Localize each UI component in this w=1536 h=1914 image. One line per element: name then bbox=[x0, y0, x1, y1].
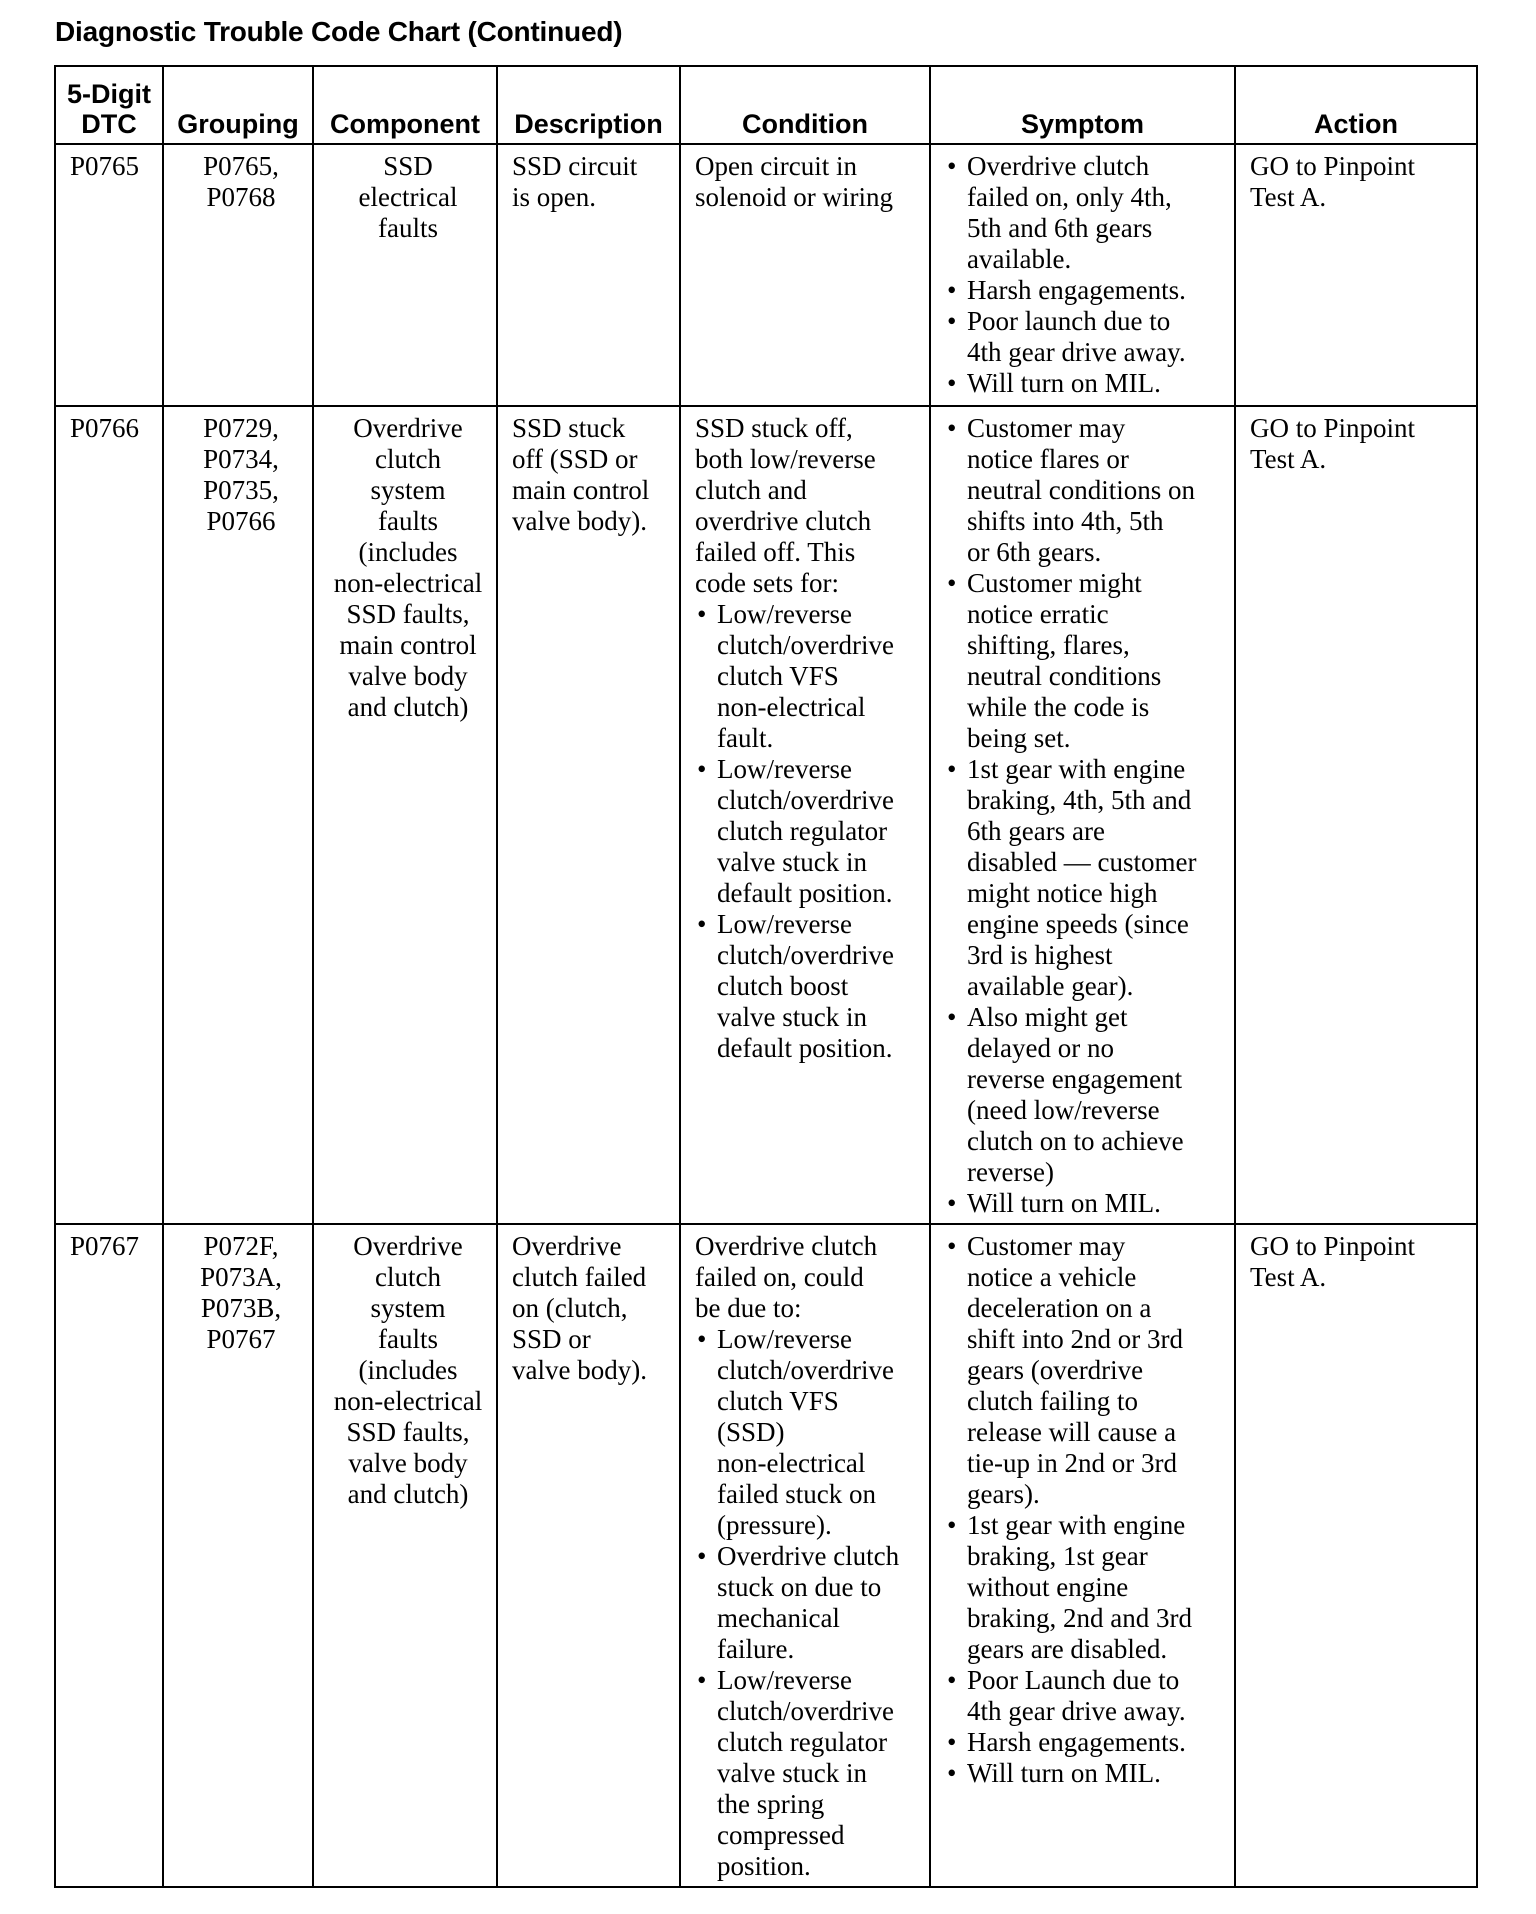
symptom-bullet-line: available gear). bbox=[967, 971, 1134, 1001]
condition-bullet-item bbox=[695, 599, 921, 754]
symptom-bullet-item bbox=[945, 306, 1226, 368]
symptom-bullet-line: • Harsh engagements. bbox=[967, 275, 1186, 305]
component-line: Overdrive bbox=[353, 413, 463, 443]
grouping-line: P0735, bbox=[203, 475, 279, 505]
condition-bullet-item bbox=[695, 1324, 921, 1541]
symptom-bullet-line: shift into 2nd or 3rd bbox=[967, 1324, 1183, 1354]
component-line: and clutch) bbox=[347, 692, 469, 722]
symptom-bullet-line: gears). bbox=[967, 1479, 1040, 1509]
symptom-bullet-line: • Will turn on MIL. bbox=[967, 368, 1161, 398]
symptom-bullet-item bbox=[945, 1758, 1226, 1789]
symptom-bullet-line: notice erratic bbox=[967, 599, 1109, 629]
component-line: valve body bbox=[348, 1448, 468, 1478]
cell-symptom bbox=[930, 1224, 1235, 1887]
component-line: valve body bbox=[348, 661, 468, 691]
header-row bbox=[55, 66, 1477, 144]
header-dtc-line2: DTC bbox=[81, 109, 137, 139]
symptom-bullet-line: notice a vehicle bbox=[967, 1262, 1137, 1292]
condition-bullet-line: clutch/overdrive bbox=[717, 940, 894, 970]
cell-symptom bbox=[930, 144, 1235, 406]
condition-intro-line: code sets for: bbox=[695, 568, 839, 598]
symptom-bullet-item bbox=[945, 368, 1226, 399]
description-line: is open. bbox=[512, 182, 596, 212]
description-line: clutch failed bbox=[512, 1262, 647, 1292]
cell-condition bbox=[680, 1224, 930, 1887]
description-line: SSD stuck bbox=[512, 413, 626, 443]
component-line: Overdrive bbox=[353, 1231, 463, 1261]
symptom-bullet-line: • Also might get bbox=[967, 1002, 1128, 1032]
condition-bullet-line: valve stuck in bbox=[717, 1758, 867, 1788]
condition-bullet-line: position. bbox=[717, 1851, 811, 1881]
symptom-bullet-line: while the code is bbox=[967, 692, 1150, 722]
cell-action bbox=[1235, 1224, 1477, 1887]
component-line: system bbox=[370, 1293, 446, 1323]
action-line: Test A. bbox=[1250, 444, 1327, 474]
condition-intro bbox=[695, 413, 921, 599]
condition-bullet-line: stuck on due to bbox=[717, 1572, 882, 1602]
component-line: SSD faults, bbox=[346, 1417, 470, 1447]
symptom-bullet-line: disabled — customer bbox=[967, 847, 1197, 877]
condition-intro-line: both low/reverse bbox=[695, 444, 876, 474]
symptom-bullet-line: reverse engagement bbox=[967, 1064, 1183, 1094]
cell-action bbox=[1235, 144, 1477, 406]
table-row bbox=[55, 144, 1477, 406]
condition-bullet-line: clutch/overdrive bbox=[717, 1355, 894, 1385]
grouping-line: P0768 bbox=[206, 182, 276, 212]
cell-description bbox=[497, 144, 680, 406]
condition-bullet-line: clutch VFS bbox=[717, 1386, 839, 1416]
header-symptom: Symptom bbox=[930, 66, 1235, 144]
description-line: valve body). bbox=[512, 506, 647, 536]
symptom-bullet-item bbox=[945, 1002, 1226, 1188]
symptom-bullet-line: gears are disabled. bbox=[967, 1634, 1168, 1664]
symptom-bullet-line: braking, 2nd and 3rd bbox=[967, 1603, 1192, 1633]
component-line: clutch bbox=[375, 444, 441, 474]
condition-bullet-line: clutch/overdrive bbox=[717, 630, 894, 660]
symptom-bullet-line: clutch on to achieve bbox=[967, 1126, 1184, 1156]
symptom-bullet-item bbox=[945, 1665, 1226, 1727]
condition-bullet-line: failure. bbox=[717, 1634, 795, 1664]
condition-intro-line: failed off. This bbox=[695, 537, 856, 567]
action-line: Test A. bbox=[1250, 182, 1327, 212]
action-line: GO to Pinpoint bbox=[1250, 1231, 1416, 1261]
symptom-bullet-line: • Harsh engagements. bbox=[967, 1727, 1186, 1757]
component-line: non-electrical bbox=[333, 1386, 483, 1416]
table-row bbox=[55, 1224, 1477, 1887]
condition-intro-line: overdrive clutch bbox=[695, 506, 872, 536]
grouping-line: P0766 bbox=[206, 506, 276, 536]
symptom-bullet-line: 6th gears are bbox=[967, 816, 1105, 846]
symptom-bullet-line: or 6th gears. bbox=[967, 537, 1102, 567]
description-line: main control bbox=[512, 475, 650, 505]
symptom-bullet-item bbox=[945, 1231, 1226, 1510]
symptom-bullet-line: available. bbox=[967, 244, 1072, 274]
component-line: non-electrical bbox=[333, 568, 483, 598]
symptom-bullet-line: shifts into 4th, 5th bbox=[967, 506, 1164, 536]
condition-intro-line: solenoid or wiring bbox=[695, 182, 893, 212]
header-grouping: Grouping bbox=[163, 66, 313, 144]
condition-bullet-line: compressed bbox=[717, 1820, 845, 1850]
symptom-bullet-item bbox=[945, 275, 1226, 306]
grouping-line: P073A, bbox=[200, 1262, 282, 1292]
condition-bullet-line: • Low/reverse bbox=[717, 1665, 852, 1695]
symptom-bullet-line: neutral conditions bbox=[967, 661, 1162, 691]
header-dtc-line1: 5-Digit bbox=[67, 79, 151, 109]
symptom-bullet-line: tie-up in 2nd or 3rd bbox=[967, 1448, 1177, 1478]
symptom-bullet-list bbox=[945, 151, 1226, 399]
symptom-bullet-line: gears (overdrive bbox=[967, 1355, 1144, 1385]
cell-condition bbox=[680, 144, 930, 406]
table-body bbox=[55, 144, 1477, 1887]
header-dtc bbox=[55, 66, 163, 144]
symptom-bullet-line: deceleration on a bbox=[967, 1293, 1152, 1323]
condition-bullet-line: non-electrical bbox=[717, 1448, 866, 1478]
cell-dtc: P0765 bbox=[55, 144, 163, 406]
symptom-bullet-line: • Customer might bbox=[967, 568, 1142, 598]
condition-bullet-line: non-electrical bbox=[717, 692, 866, 722]
condition-bullet-line: fault. bbox=[717, 723, 774, 753]
symptom-bullet-line: release will cause a bbox=[967, 1417, 1177, 1447]
component-line: clutch bbox=[375, 1262, 441, 1292]
condition-bullet-line: mechanical bbox=[717, 1603, 840, 1633]
cell-dtc: P0766 bbox=[55, 406, 163, 1224]
condition-intro bbox=[695, 1231, 921, 1324]
symptom-bullet-line: being set. bbox=[967, 723, 1071, 753]
symptom-bullet-item bbox=[945, 1510, 1226, 1665]
symptom-bullet-line: • Poor launch due to bbox=[967, 306, 1171, 336]
cell-grouping bbox=[163, 1224, 313, 1887]
symptom-bullet-line: braking, 4th, 5th and bbox=[967, 785, 1192, 815]
dtc-table bbox=[54, 65, 1478, 1888]
condition-bullet-line: • Low/reverse bbox=[717, 754, 852, 784]
symptom-bullet-line: 4th gear drive away. bbox=[967, 1696, 1186, 1726]
symptom-bullet-item bbox=[945, 568, 1226, 754]
table-row bbox=[55, 406, 1477, 1224]
symptom-bullet-list bbox=[945, 1231, 1226, 1789]
symptom-bullet-line: • Poor Launch due to bbox=[967, 1665, 1180, 1695]
symptom-bullet-line: 5th and 6th gears bbox=[967, 213, 1153, 243]
condition-bullet-line: valve stuck in bbox=[717, 847, 867, 877]
condition-bullet-line: clutch/overdrive bbox=[717, 1696, 894, 1726]
symptom-bullet-line: • Customer may bbox=[967, 1231, 1126, 1261]
condition-bullet-line: clutch boost bbox=[717, 971, 849, 1001]
symptom-bullet-line: • 1st gear with engine bbox=[967, 1510, 1186, 1540]
description-line: SSD circuit bbox=[512, 151, 638, 181]
symptom-bullet-line: neutral conditions on bbox=[967, 475, 1195, 505]
header-action: Action bbox=[1235, 66, 1477, 144]
symptom-bullet-line: braking, 1st gear bbox=[967, 1541, 1148, 1571]
condition-bullet-item bbox=[695, 909, 921, 1064]
condition-bullet-line: clutch VFS bbox=[717, 661, 839, 691]
symptom-bullet-line: 3rd is highest bbox=[967, 940, 1113, 970]
condition-intro-line: SSD stuck off, bbox=[695, 413, 853, 443]
condition-bullet-line: valve stuck in bbox=[717, 1002, 867, 1032]
grouping-line: P0767 bbox=[206, 1324, 276, 1354]
grouping-line: P073B, bbox=[200, 1293, 282, 1323]
cell-action bbox=[1235, 406, 1477, 1224]
condition-bullet-line: • Low/reverse bbox=[717, 909, 852, 939]
symptom-bullet-line: engine speeds (since bbox=[967, 909, 1189, 939]
grouping-line: P072F, bbox=[203, 1231, 279, 1261]
symptom-bullet-line: • 1st gear with engine bbox=[967, 754, 1186, 784]
symptom-bullet-line: reverse) bbox=[967, 1157, 1054, 1187]
description-line: off (SSD or bbox=[512, 444, 638, 474]
symptom-bullet-line: shifting, flares, bbox=[967, 630, 1130, 660]
symptom-bullet-line: without engine bbox=[967, 1572, 1129, 1602]
component-line: faults bbox=[378, 1324, 438, 1354]
action-line: GO to Pinpoint bbox=[1250, 413, 1416, 443]
condition-bullet-item bbox=[695, 754, 921, 909]
cell-symptom bbox=[930, 406, 1235, 1224]
cell-condition bbox=[680, 406, 930, 1224]
cell-description bbox=[497, 406, 680, 1224]
component-line: SSD faults, bbox=[346, 599, 470, 629]
header-condition: Condition bbox=[680, 66, 930, 144]
cell-description bbox=[497, 1224, 680, 1887]
symptom-bullet-line: (need low/reverse bbox=[967, 1095, 1160, 1125]
symptom-bullet-line: • Will turn on MIL. bbox=[967, 1758, 1161, 1788]
condition-bullet-line: default position. bbox=[717, 1033, 893, 1063]
condition-intro bbox=[695, 151, 921, 213]
condition-bullet-line: (pressure). bbox=[717, 1510, 832, 1540]
condition-intro-line: be due to: bbox=[695, 1293, 802, 1323]
action-line: Test A. bbox=[1250, 1262, 1327, 1292]
header-description: Description bbox=[497, 66, 680, 144]
condition-bullet-line: the spring bbox=[717, 1789, 825, 1819]
symptom-bullet-line: • Will turn on MIL. bbox=[967, 1188, 1161, 1218]
description-line: valve body). bbox=[512, 1355, 647, 1385]
condition-bullet-list bbox=[695, 1324, 921, 1882]
condition-intro-line: Open circuit in bbox=[695, 151, 857, 181]
page-title: Diagnostic Trouble Code Chart (Continued) bbox=[55, 16, 623, 47]
condition-bullet-line: clutch/overdrive bbox=[717, 785, 894, 815]
condition-intro-line: clutch and bbox=[695, 475, 807, 505]
condition-bullet-item bbox=[695, 1665, 921, 1882]
component-line: (includes bbox=[358, 537, 458, 567]
component-line: electrical bbox=[358, 182, 458, 212]
cell-dtc: P0767 bbox=[55, 1224, 163, 1887]
component-line: main control bbox=[339, 630, 477, 660]
grouping-line: P0734, bbox=[203, 444, 279, 474]
condition-bullet-list bbox=[695, 599, 921, 1064]
condition-bullet-line: • Overdrive clutch bbox=[717, 1541, 900, 1571]
symptom-bullet-line: • Overdrive clutch bbox=[967, 151, 1150, 181]
component-line: SSD bbox=[383, 151, 433, 181]
condition-bullet-line: • Low/reverse bbox=[717, 599, 852, 629]
component-line: faults bbox=[378, 506, 438, 536]
condition-bullet-line: default position. bbox=[717, 878, 893, 908]
condition-intro-line: failed on, could bbox=[695, 1262, 864, 1292]
component-line: system bbox=[370, 475, 446, 505]
grouping-line: P0765, bbox=[203, 151, 279, 181]
symptom-bullet-line: failed on, only 4th, bbox=[967, 182, 1172, 212]
condition-bullet-line: (SSD) bbox=[717, 1417, 785, 1447]
cell-grouping bbox=[163, 406, 313, 1224]
symptom-bullet-line: • Customer may bbox=[967, 413, 1126, 443]
symptom-bullet-list bbox=[945, 413, 1226, 1219]
component-line: faults bbox=[378, 213, 438, 243]
component-line: (includes bbox=[358, 1355, 458, 1385]
component-line: and clutch) bbox=[347, 1479, 469, 1509]
description-line: SSD or bbox=[512, 1324, 591, 1354]
symptom-bullet-item bbox=[945, 151, 1226, 275]
condition-bullet-item bbox=[695, 1541, 921, 1665]
symptom-bullet-item bbox=[945, 1727, 1226, 1758]
symptom-bullet-line: notice flares or bbox=[967, 444, 1129, 474]
condition-bullet-line: clutch regulator bbox=[717, 816, 888, 846]
condition-bullet-line: • Low/reverse bbox=[717, 1324, 852, 1354]
condition-intro-line: Overdrive clutch bbox=[695, 1231, 878, 1261]
symptom-bullet-line: 4th gear drive away. bbox=[967, 337, 1186, 367]
symptom-bullet-line: clutch failing to bbox=[967, 1386, 1138, 1416]
header-component: Component bbox=[313, 66, 497, 144]
symptom-bullet-line: might notice high bbox=[967, 878, 1158, 908]
description-line: on (clutch, bbox=[512, 1293, 628, 1323]
action-line: GO to Pinpoint bbox=[1250, 151, 1416, 181]
condition-bullet-line: failed stuck on bbox=[717, 1479, 876, 1509]
cell-component bbox=[313, 1224, 497, 1887]
cell-grouping bbox=[163, 144, 313, 406]
symptom-bullet-line: delayed or no bbox=[967, 1033, 1114, 1063]
description-line: Overdrive bbox=[512, 1231, 622, 1261]
cell-component bbox=[313, 406, 497, 1224]
symptom-bullet-item bbox=[945, 1188, 1226, 1219]
condition-bullet-line: clutch regulator bbox=[717, 1727, 888, 1757]
cell-component bbox=[313, 144, 497, 406]
grouping-line: P0729, bbox=[203, 413, 279, 443]
symptom-bullet-item bbox=[945, 413, 1226, 568]
symptom-bullet-item bbox=[945, 754, 1226, 1002]
